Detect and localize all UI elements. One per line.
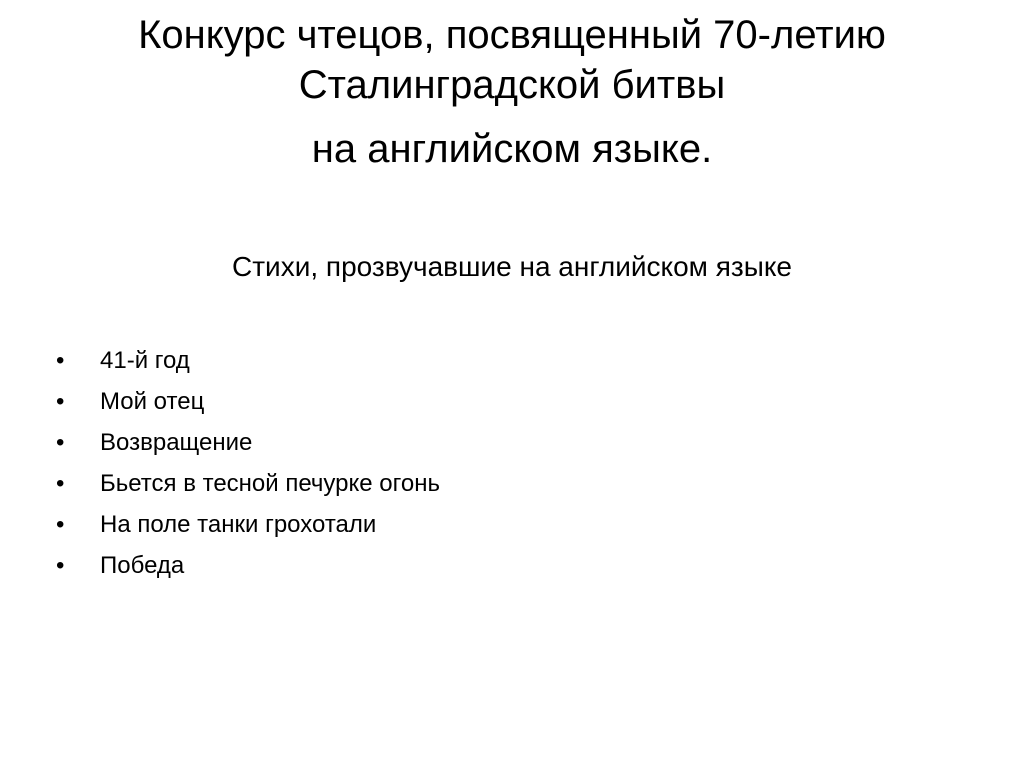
poem-title: Бьется в тесной печурке огонь — [100, 470, 440, 497]
bullet-icon: • — [56, 388, 65, 415]
title-line-1: Конкурс чтецов, посвященный 70-летию — [138, 13, 886, 57]
list-item — [56, 545, 440, 586]
poem-title: 41-й год — [100, 347, 190, 374]
poem-list — [56, 340, 440, 586]
slide-subtitle: Стихи, прозвучавшие на английском языке — [232, 251, 792, 282]
poem-title: На поле танки грохотали — [100, 511, 377, 538]
bullet-icon: • — [56, 429, 65, 456]
list-item — [56, 340, 440, 381]
list-item — [56, 504, 440, 545]
bullet-icon: • — [56, 470, 65, 497]
title-line-2: Сталинградской битвы — [298, 63, 726, 107]
title-line-3: на английском языке. — [311, 127, 713, 171]
poem-title: Возвращение — [100, 429, 253, 456]
list-item — [56, 463, 440, 504]
poem-title: Победа — [100, 552, 185, 579]
bullet-icon: • — [56, 347, 65, 374]
list-item — [56, 381, 440, 422]
list-item — [56, 422, 440, 463]
poem-title: Мой отец — [100, 388, 205, 415]
bullet-icon: • — [56, 552, 65, 579]
bullet-icon: • — [56, 511, 65, 538]
slide-title — [0, 10, 1024, 174]
